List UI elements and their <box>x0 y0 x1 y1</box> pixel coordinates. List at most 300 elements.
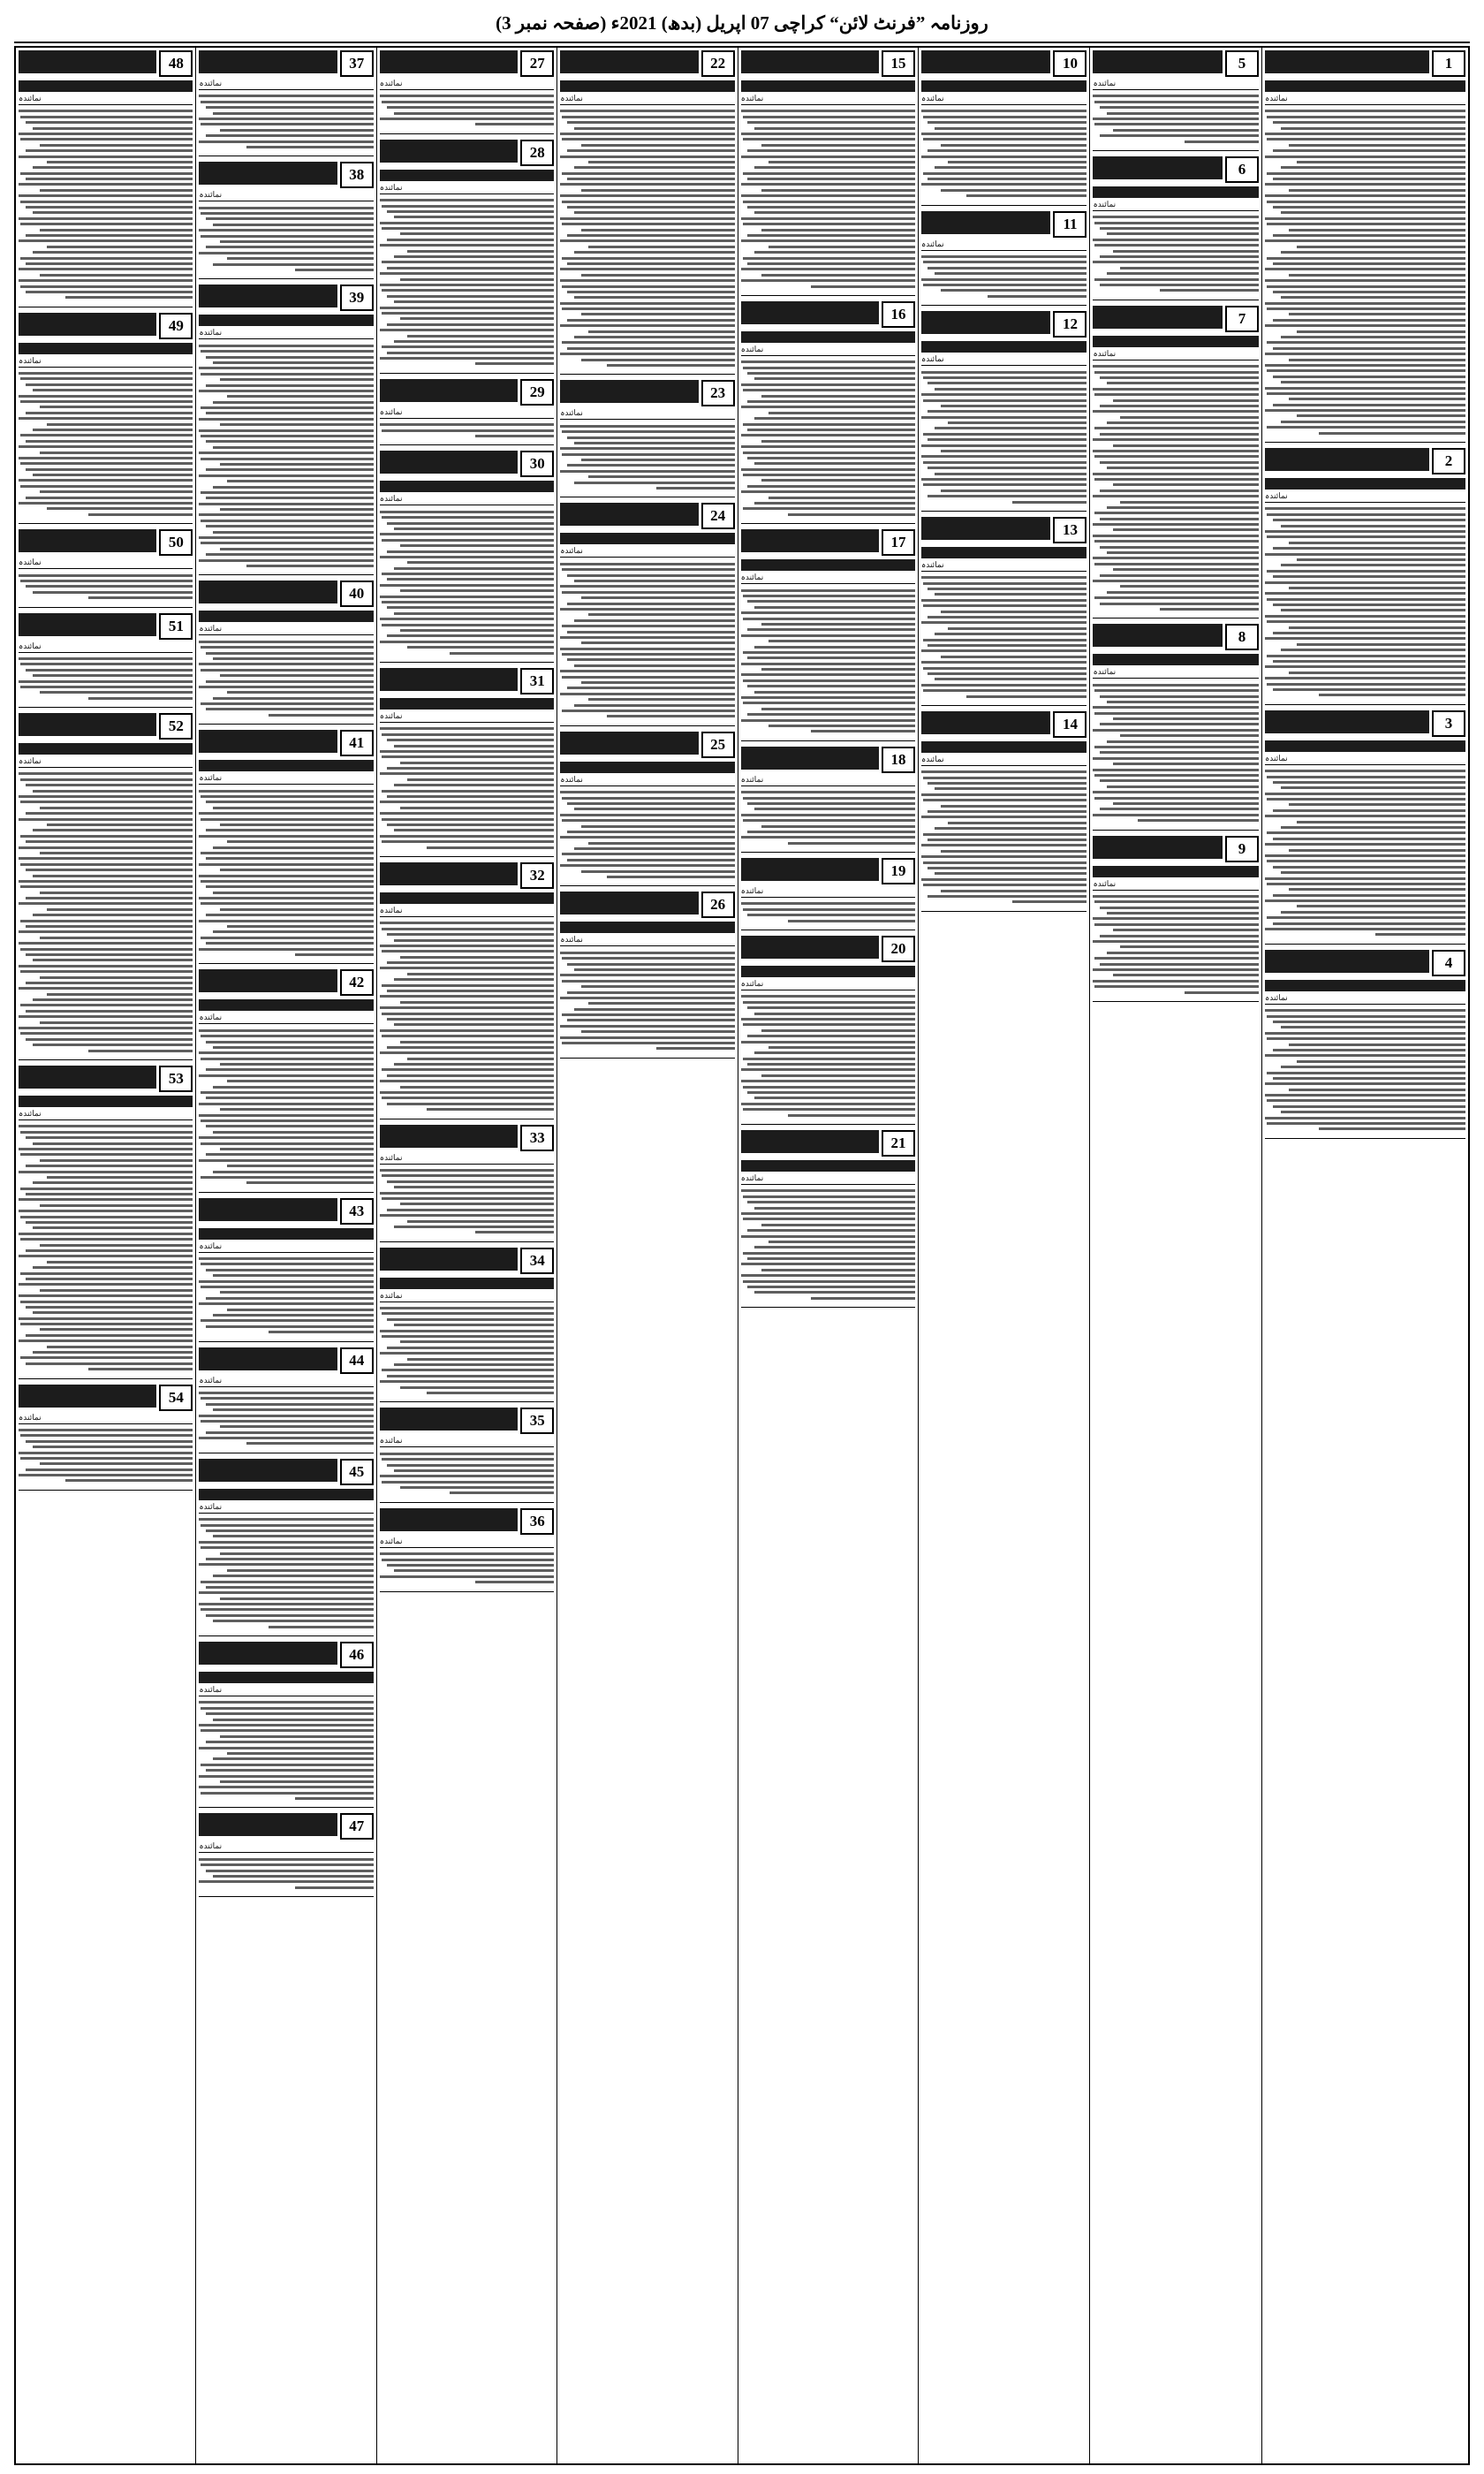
article-headline-bar <box>741 301 879 324</box>
text-line <box>382 205 554 208</box>
text-line <box>1265 110 1465 112</box>
article-byline: نمائندہ <box>380 1291 554 1302</box>
text-line <box>1094 923 1259 926</box>
text-line <box>567 631 734 634</box>
text-line <box>567 963 734 966</box>
text-line <box>400 1203 554 1205</box>
text-line <box>47 993 193 996</box>
text-line <box>754 1051 915 1054</box>
text-line <box>1093 535 1259 537</box>
text-line <box>1273 404 1465 406</box>
text-line <box>1267 1037 1465 1040</box>
text-line <box>199 429 373 432</box>
text-line <box>768 497 915 499</box>
text-line <box>65 1479 193 1482</box>
news-article[interactable] <box>741 858 915 933</box>
text-line <box>213 657 374 660</box>
text-line <box>199 207 373 209</box>
text-line <box>1094 512 1259 514</box>
article-body-text <box>1265 1006 1465 1134</box>
article-headline-bar <box>380 50 518 73</box>
news-article[interactable] <box>1093 50 1259 154</box>
text-line <box>387 739 554 741</box>
text-line <box>20 257 193 260</box>
text-line <box>1281 609 1465 611</box>
article-byline: نمائندہ <box>19 641 193 653</box>
news-article[interactable] <box>921 311 1087 514</box>
text-line <box>26 869 193 871</box>
text-line <box>380 511 554 513</box>
news-article[interactable] <box>19 1066 193 1382</box>
news-article[interactable] <box>921 711 1087 914</box>
text-line <box>921 878 1087 881</box>
text-line <box>1138 819 1259 822</box>
text-line <box>199 452 373 454</box>
text-line <box>20 1238 193 1241</box>
news-article[interactable] <box>1093 156 1259 303</box>
news-article[interactable] <box>199 285 373 578</box>
text-line <box>761 274 915 277</box>
text-line <box>560 814 734 816</box>
news-article[interactable] <box>741 50 915 299</box>
text-line <box>201 1035 373 1037</box>
text-line <box>1113 444 1259 447</box>
text-line <box>201 520 373 522</box>
text-line <box>382 101 554 103</box>
text-line <box>26 178 193 180</box>
text-line <box>743 367 915 369</box>
text-line <box>1113 250 1259 253</box>
text-line <box>400 1340 554 1343</box>
text-line <box>201 1546 373 1549</box>
article-headline-row <box>1093 836 1259 862</box>
news-article[interactable] <box>921 211 1087 309</box>
text-line <box>19 987 193 990</box>
text-line <box>1289 626 1465 629</box>
text-line <box>562 710 734 712</box>
news-article[interactable] <box>19 313 193 527</box>
text-line <box>199 1591 373 1594</box>
text-line <box>20 1301 193 1303</box>
text-line <box>1093 917 1259 920</box>
text-line <box>213 112 374 115</box>
text-line <box>941 656 1086 658</box>
text-line <box>201 646 373 649</box>
text-line <box>747 802 914 805</box>
article-number-badge: 15 <box>882 50 915 77</box>
text-line <box>382 840 554 843</box>
text-line <box>768 412 915 414</box>
news-article[interactable] <box>19 613 193 711</box>
text-line <box>1319 1127 1465 1130</box>
text-line <box>394 216 555 218</box>
article-subheadline-bar <box>199 1672 373 1683</box>
text-line <box>1100 433 1259 436</box>
text-line <box>741 445 915 448</box>
article-headline-bar <box>921 711 1051 734</box>
article-body-text <box>1265 107 1465 437</box>
text-line <box>1093 557 1259 559</box>
text-line <box>1094 712 1259 715</box>
news-article[interactable] <box>380 668 554 860</box>
news-article[interactable] <box>1093 306 1259 622</box>
text-line <box>741 1189 915 1192</box>
news-article[interactable] <box>560 892 734 1060</box>
text-line <box>1267 257 1465 260</box>
text-line <box>199 663 373 665</box>
text-line <box>747 178 914 180</box>
article-headline-row <box>380 1508 554 1535</box>
news-article[interactable] <box>1265 50 1465 445</box>
text-line <box>380 329 554 331</box>
text-line <box>199 1103 373 1105</box>
news-article[interactable] <box>19 50 193 310</box>
text-line <box>382 429 554 432</box>
article-subheadline-bar <box>741 966 915 977</box>
article-byline: نمائندہ <box>380 494 554 505</box>
news-article[interactable] <box>199 1198 373 1345</box>
text-line <box>1297 246 1465 248</box>
text-line <box>201 373 373 376</box>
text-line <box>20 863 193 866</box>
news-article[interactable] <box>199 1347 373 1456</box>
article-number-badge: 35 <box>520 1408 554 1434</box>
news-article[interactable] <box>380 1125 554 1245</box>
news-article[interactable] <box>1265 950 1465 1142</box>
text-line <box>475 1581 554 1583</box>
news-article[interactable] <box>741 747 915 855</box>
news-article[interactable] <box>741 1130 915 1310</box>
article-byline: نمائندہ <box>19 94 193 105</box>
news-article[interactable] <box>1265 710 1465 947</box>
text-line <box>20 948 193 951</box>
text-line <box>1265 615 1465 618</box>
text-line <box>26 1334 193 1337</box>
text-line <box>380 1475 554 1477</box>
text-line <box>26 925 193 928</box>
text-line <box>394 939 555 942</box>
text-line <box>1012 501 1086 504</box>
text-line <box>295 953 374 956</box>
text-line <box>562 116 734 118</box>
text-line <box>743 702 915 704</box>
text-line <box>199 948 373 951</box>
text-line <box>560 608 734 611</box>
news-article[interactable] <box>380 1408 554 1506</box>
article-number-badge: 48 <box>159 50 193 77</box>
text-line <box>19 795 193 798</box>
text-line <box>1289 672 1465 674</box>
text-line <box>562 853 734 855</box>
text-line <box>26 1165 193 1167</box>
text-line <box>1107 421 1260 424</box>
text-line <box>382 950 554 952</box>
news-article[interactable] <box>19 1385 193 1493</box>
text-line <box>199 641 373 643</box>
text-line <box>387 823 554 826</box>
news-article[interactable] <box>199 581 373 727</box>
text-line <box>921 816 1087 818</box>
text-line <box>387 1464 554 1467</box>
article-subheadline-bar <box>1093 336 1259 347</box>
text-line <box>1319 694 1465 696</box>
article-body-text <box>1093 680 1259 824</box>
article-byline: نمائندہ <box>741 573 915 584</box>
text-line <box>1289 274 1465 277</box>
news-article[interactable] <box>741 936 915 1127</box>
text-line <box>407 1220 554 1223</box>
text-line <box>741 1235 915 1238</box>
text-line <box>1267 620 1465 623</box>
article-headline-row <box>199 162 373 188</box>
text-line <box>201 435 373 437</box>
article-byline: نمائندہ <box>560 935 734 946</box>
article-byline: نمائندہ <box>380 906 554 917</box>
news-article[interactable] <box>380 379 554 449</box>
text-line <box>20 920 193 922</box>
article-body-text <box>199 1026 373 1187</box>
text-line <box>1265 1009 1465 1012</box>
news-article[interactable] <box>921 517 1087 709</box>
text-line <box>387 1103 554 1105</box>
text-line <box>199 1747 373 1749</box>
article-body-text <box>199 1389 373 1448</box>
text-line <box>588 842 735 845</box>
text-line <box>1267 776 1465 778</box>
text-line <box>40 852 193 854</box>
article-byline: نمائندہ <box>199 1013 373 1024</box>
text-line <box>199 1541 373 1544</box>
news-article[interactable] <box>380 451 554 665</box>
text-line <box>213 1086 374 1089</box>
text-line <box>380 222 554 224</box>
text-line <box>201 1091 373 1094</box>
article-headline-bar <box>380 140 518 163</box>
text-line <box>20 1188 193 1190</box>
text-line <box>935 473 1087 475</box>
text-line <box>935 127 1087 130</box>
article-headline-bar <box>19 713 156 736</box>
text-line <box>19 1210 193 1212</box>
text-line <box>1297 905 1465 907</box>
news-article[interactable] <box>199 162 373 282</box>
text-line <box>206 384 373 387</box>
news-article[interactable] <box>921 50 1087 209</box>
text-line <box>380 772 554 775</box>
article-subheadline-bar <box>199 315 373 326</box>
news-article[interactable] <box>741 301 915 527</box>
text-line <box>380 995 554 998</box>
text-line <box>19 680 193 683</box>
news-article[interactable] <box>199 1813 373 1900</box>
text-line <box>921 416 1087 419</box>
text-line <box>581 1030 735 1033</box>
text-line <box>1094 222 1259 224</box>
text-line <box>387 795 554 798</box>
text-line <box>1267 172 1465 175</box>
text-line <box>754 646 915 649</box>
text-line <box>921 844 1087 846</box>
news-article[interactable] <box>1093 836 1259 1005</box>
news-article[interactable] <box>560 732 734 890</box>
text-line <box>1107 506 1260 509</box>
article-body-text <box>380 1304 554 1398</box>
article-separator <box>19 1490 193 1491</box>
news-article[interactable] <box>19 713 193 1063</box>
article-number-badge: 10 <box>1053 50 1086 77</box>
newspaper-column <box>738 48 918 2463</box>
text-line <box>475 123 554 125</box>
text-line <box>1281 911 1465 914</box>
news-article[interactable] <box>199 1459 373 1639</box>
article-headline-bar <box>1265 448 1429 471</box>
news-article[interactable] <box>199 1642 373 1810</box>
article-byline: نمائندہ <box>19 1109 193 1120</box>
text-line <box>1265 553 1465 556</box>
text-line <box>380 272 554 275</box>
text-line <box>220 1148 374 1150</box>
article-body-text <box>19 369 193 520</box>
text-line <box>382 1197 554 1200</box>
text-line <box>941 489 1086 492</box>
text-line <box>562 341 734 344</box>
text-line <box>1265 1117 1465 1119</box>
news-article[interactable] <box>199 730 373 967</box>
text-line <box>768 161 915 163</box>
article-body-text <box>741 358 915 519</box>
text-line <box>948 627 1087 630</box>
news-article[interactable] <box>380 1508 554 1595</box>
text-line <box>201 1420 373 1423</box>
article-headline-row <box>380 1248 554 1274</box>
article-headline-row <box>19 529 193 556</box>
text-line <box>400 589 554 592</box>
text-line <box>33 127 193 130</box>
article-number-badge: 1 <box>1432 50 1465 77</box>
text-line <box>220 1597 374 1600</box>
news-article[interactable] <box>1093 624 1259 832</box>
article-subheadline-bar <box>19 343 193 354</box>
text-line <box>20 1216 193 1218</box>
text-line <box>1281 336 1465 338</box>
news-article[interactable] <box>1265 448 1465 708</box>
text-line <box>656 1047 735 1050</box>
text-line <box>206 1431 373 1434</box>
newspaper-column <box>16 48 195 2463</box>
article-headline-row <box>380 451 554 477</box>
text-line <box>199 390 373 392</box>
news-article[interactable] <box>560 503 734 728</box>
text-line <box>788 842 915 845</box>
text-line <box>941 450 1086 452</box>
text-line <box>1107 591 1260 594</box>
article-number-badge: 2 <box>1432 448 1465 474</box>
news-article[interactable] <box>199 969 373 1195</box>
text-line <box>941 890 1086 892</box>
article-byline: نمائندہ <box>19 356 193 368</box>
text-line <box>199 1280 373 1283</box>
news-article[interactable] <box>380 1248 554 1406</box>
news-article[interactable] <box>380 50 554 137</box>
article-headline-row <box>1093 624 1259 650</box>
text-line <box>588 246 735 248</box>
text-line <box>206 1068 373 1071</box>
text-line <box>567 991 734 994</box>
text-line <box>213 1131 374 1134</box>
text-line <box>560 1025 734 1028</box>
newspaper-column <box>1089 48 1261 2463</box>
article-byline: نمائندہ <box>199 79 373 90</box>
text-line <box>246 565 374 567</box>
article-number-badge: 37 <box>340 50 374 77</box>
text-line <box>581 870 735 873</box>
news-article[interactable] <box>560 380 734 500</box>
text-line <box>199 1051 373 1054</box>
article-separator <box>380 1401 554 1402</box>
text-line <box>206 1741 373 1743</box>
news-article[interactable] <box>380 862 554 1122</box>
article-subheadline-bar <box>19 743 193 755</box>
text-line <box>213 1757 374 1760</box>
text-line <box>199 1136 373 1139</box>
text-line <box>1107 232 1260 235</box>
text-line <box>1289 888 1465 891</box>
text-line <box>1093 495 1259 497</box>
text-line <box>206 801 373 803</box>
text-line <box>227 840 374 843</box>
article-byline: نمائندہ <box>741 979 915 990</box>
text-line <box>1100 546 1259 549</box>
text-line <box>213 263 374 266</box>
text-line <box>921 444 1087 447</box>
text-line <box>1265 843 1465 846</box>
news-article[interactable] <box>560 50 734 377</box>
text-line <box>923 604 1087 607</box>
text-line <box>1120 416 1260 419</box>
text-line <box>1094 563 1259 565</box>
text-line <box>567 1019 734 1021</box>
article-headline-row <box>741 858 915 884</box>
news-article[interactable] <box>19 529 193 610</box>
text-line <box>743 172 915 175</box>
text-line <box>747 1035 914 1037</box>
text-line <box>743 201 915 203</box>
text-line <box>380 533 554 535</box>
text-line <box>206 1870 373 1872</box>
text-line <box>747 1201 914 1203</box>
text-line <box>220 548 374 550</box>
article-byline: نمائندہ <box>560 546 734 558</box>
text-line <box>387 352 554 354</box>
news-article[interactable] <box>199 50 373 159</box>
text-line <box>1185 991 1259 994</box>
text-line <box>1094 455 1259 458</box>
article-body-text <box>19 770 193 1055</box>
text-line <box>1093 239 1259 241</box>
text-line <box>1093 95 1259 97</box>
text-line <box>19 1452 193 1454</box>
text-line <box>574 166 735 169</box>
news-article[interactable] <box>380 140 554 376</box>
text-line <box>1107 701 1260 703</box>
text-line <box>199 1724 373 1726</box>
article-body-text <box>560 788 734 882</box>
text-line <box>19 372 193 375</box>
article-headline-row <box>19 613 193 640</box>
text-line <box>928 267 1086 269</box>
news-article[interactable] <box>741 529 915 744</box>
text-line <box>220 423 374 426</box>
